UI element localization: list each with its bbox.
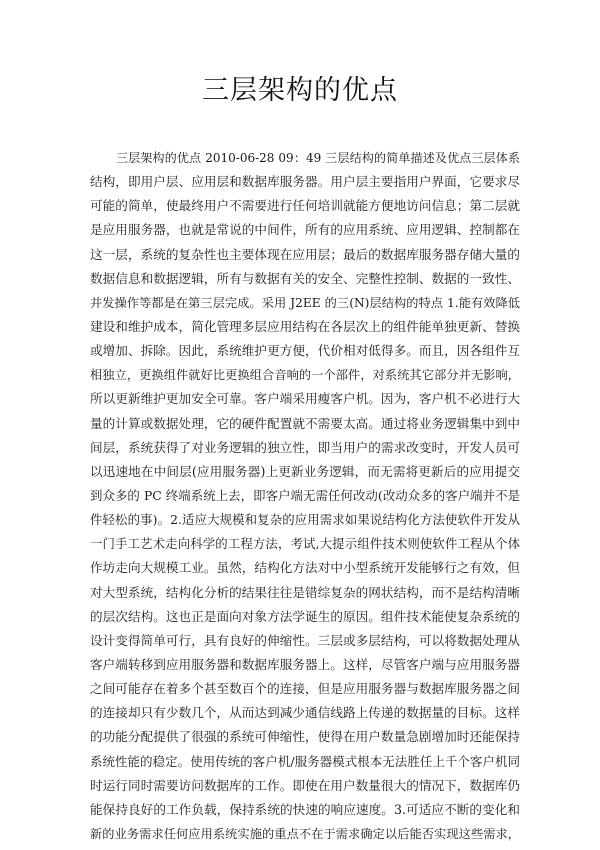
body-line: 时运行同时需要访问数据库的工作。即使在用户数量很大的情况下，数据库仍 bbox=[90, 777, 520, 793]
body-line: 并发操作等都是在第三层完成。采用 J2EE 的三(N)层结构的特点 1.能有效降低 bbox=[90, 295, 520, 310]
body-line: 新的业务需求任何应用系统实施的重点不在于需求确定以后能否实现这些需求， bbox=[90, 826, 520, 841]
body-line: 作坊走向大规模工业。虽然，结构化方法对中小型系统开发能够行之有效，但 bbox=[90, 560, 520, 576]
body-line: 客户端转移到应用服务器和数据库服务器上。这样，尽管客户端与应用服务器 bbox=[90, 656, 520, 672]
body-line: 的功能分配提供了很强的系统可伸缩性，使得在用户数量急剧增加时还能保持 bbox=[90, 729, 520, 745]
body-line: 可能的简单，使最终用户不需要进行任何培训就能方便地访问信息；第二层就 bbox=[90, 198, 520, 214]
body-line: 以迅速地在中间层(应用服务器)上更新业务逻辑，而无需将更新后的应用提交 bbox=[90, 463, 520, 479]
body-line: 三层架构的优点 2010-06-28 09：49 三层结构的简单描述及优点三层体系 bbox=[116, 151, 520, 165]
body-line: 对大型系统，结构化分析的结果往往是错综复杂的网状结构，而不是结构清晰 bbox=[90, 584, 520, 600]
body-line: 相独立，更换组件就好比更换组合音响的一个部件，对系统其它部分并无影响， bbox=[90, 368, 520, 383]
body-line: 到众多的 PC 终端系统上去，即客户端无需任何改动(改动众多的客户端并不是 bbox=[90, 487, 520, 503]
body-line: 件轻松的事)。2.适应大规模和复杂的应用需求如果说结构化方法使软件开发从 bbox=[90, 512, 520, 528]
body-line: 一门手工艺术走向科学的工程方法，考试,大提示组件技术则使软件工程从个体 bbox=[90, 536, 520, 552]
body-line: 的连接却只有少数几个，从而达到减少通信线路上传递的数据量的目标。这样 bbox=[90, 705, 520, 721]
body-line: 建设和维护成本，简化管理多层应用结构在各层次上的组件能单独更新、替换 bbox=[90, 318, 520, 334]
body-line: 是应用服务器，也就是常说的中间件，所有的应用系统、应用逻辑、控制都在 bbox=[90, 222, 520, 238]
body-line: 结构，即用户层、应用层和数据库服务器。用户层主要指用户界面，它要求尽 bbox=[90, 174, 520, 190]
body-line: 这一层，系统的复杂性也主要体现在应用层；最后的数据库服务器存储大量的 bbox=[90, 246, 520, 262]
body-line: 间层，系统获得了对业务逻辑的独立性，即当用户的需求改变时，开发人员可 bbox=[90, 439, 520, 455]
body-line: 的层次结构。这也正是面向对象方法学诞生的原因。组件技术能使复杂系统的 bbox=[90, 608, 520, 624]
page-title: 三层架构的优点 bbox=[202, 75, 398, 106]
body-line: 之间可能存在着多个甚至数百个的连接，但是应用服务器与数据库服务器之间 bbox=[90, 681, 520, 697]
body-line: 能保持良好的工作负载，保持系统的快速的响应速度。3.可适应不断的变化和 bbox=[90, 801, 520, 817]
body-line: 或增加、拆除。因此，系统维护更方便，代价相对低得多。而且，因各组件互 bbox=[90, 343, 520, 359]
body-line: 设计变得简单可行，具有良好的伸缩性。三层或多层结构，可以将数据处理从 bbox=[90, 632, 520, 648]
article-body bbox=[90, 146, 520, 846]
body-line: 所以更新维护更加安全可靠。客户端采用瘦客户机。因为，客户机不必进行大 bbox=[90, 391, 520, 407]
body-line: 系统性能的稳定。使用传统的客户机/服务器模式根本无法胜任上千个客户机同 bbox=[90, 753, 520, 769]
body-line: 量的计算或数据处理，它的硬件配置就不需要太高。通过将业务逻辑集中到中 bbox=[90, 415, 520, 431]
body-line: 数据信息和数据逻辑，所有与数据有关的安全、完整性控制、数据的一致性、 bbox=[90, 270, 520, 286]
